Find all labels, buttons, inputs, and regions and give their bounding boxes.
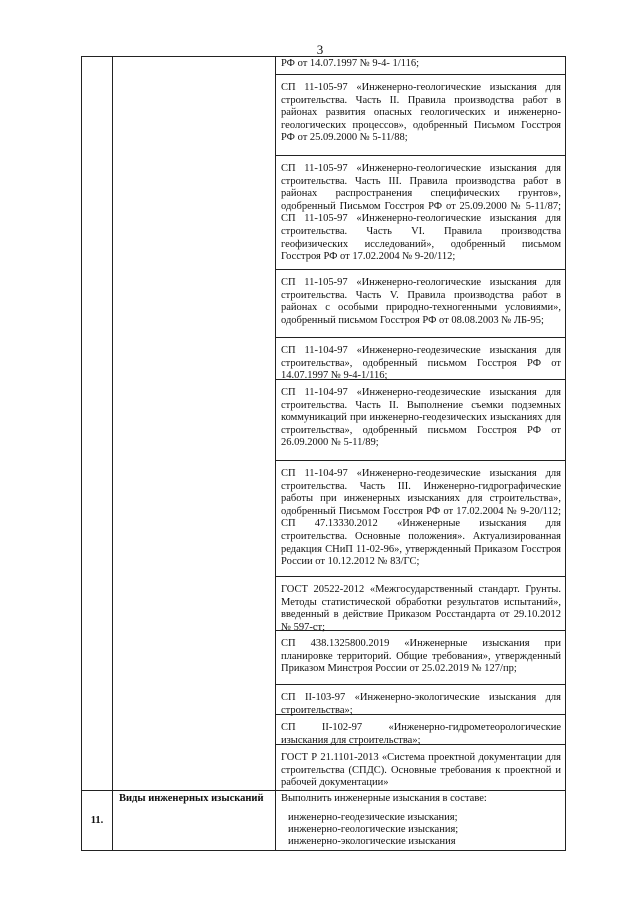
list-item: инженерно-геодезические изыскания; [288,811,458,823]
page-number: 3 [316,42,324,57]
regulation-paragraph: СП 11-105-97 «Инженерно-геологические изыскания для строительства. Часть V. Правила производства работ в районах с особыми природно-техногенными условиями», одобренный письмом Госстроя РФ от 08.08.2003 № ЛБ-95; [276,270,565,338]
requirements-table [81,56,566,851]
regulation-paragraph: СП 11-105-97 «Инженерно-геологические изыскания для строительства. Часть III. Правила производства работ в районах распространения специфических грунтов», одобренный Письмом Госстроя РФ от 25.09.2000 № 5-11/87; СП 11-105-97 «Инженерно-геологические изыскания для строительства. Часть VI. Правила производства геофизических исследований», одобренный письмом Госстроя РФ от 17.02.2004 № 9-20/112; [276,156,565,270]
regulations-cell [276,57,566,791]
row-number-cell: 11. [82,791,113,851]
regulation-paragraph: РФ от 14.07.1997 № 9-4- 1/116; [276,57,565,75]
row-name-cell [113,57,276,791]
regulation-paragraph: ГОСТ 20522-2012 «Межгосударственный стандарт. Грунты. Методы статистической обработки результатов испытаний», введенный в действие Приказом Росстандарта от 29.10.2012 № 597-ст; [276,577,565,631]
row-name-cell: Виды инженерных изысканий [113,791,276,851]
survey-intro: Выполнить инженерные изыскания в составе: [281,793,487,804]
regulation-paragraph: СП 438.1325800.2019 «Инженерные изыскания при планировке территорий. Общие требования», утвержденный Приказом Минстроя России от 25.02.2019 № 127/пр; [276,631,565,685]
regulation-paragraph: СП 11-105-97 «Инженерно-геологические изыскания для строительства. Часть II. Правила производства работ в районах развития опасных геологических и инженерно-геологических процессов», одобренный Письмом Госстроя РФ от 25.09.2000 № 5-11/88; [276,75,565,156]
regulation-paragraph: СП 11-104-97 «Инженерно-геодезические изыскания для строительства. Часть III. Инженерно-гидрографические работы при инженерных изысканиях для строительства», одобренный Письмом Госстроя РФ от 17.02.2004 № 9-20/112; СП 47.13330.2012 «Инженерные изыскания для строительства. Основные положения». Актуализированная редакция СНиП 11-02-96», утвержденный Приказом Госстроя России от 10.12.2012 № 83/ГС; [276,461,565,577]
regulation-paragraph: СП 11-104-97 «Инженерно-геодезические изыскания для строительства», одобренный письмом Госстроя РФ от 14.07.1997 № 9-4-1/116; [276,338,565,380]
regulation-paragraph: ГОСТ Р 21.1101-2013 «Система проектной документации для строительства (СПДС). Основные требования к проектной и рабочей документации» [281,752,561,789]
list-item: инженерно-экологические изыскания [288,836,456,847]
table-row [82,791,566,851]
regulation-paragraph: СП II-102-97 «Инженерно-гидрометеорологические изыскания для строительства»; [276,715,565,745]
table-row [82,57,566,791]
regulation-paragraph: СП II-103-97 «Инженерно-экологические изыскания для строительства»; [276,685,565,715]
list-item: инженерно-геологические изыскания; [288,823,459,835]
survey-types-cell [276,791,566,851]
regulation-paragraph: СП 11-104-97 «Инженерно-геодезические изыскания для строительства. Часть II. Выполнение съемки подземных коммуникаций при инженерно-геодезических изысканиях для строительства», одобренный письмом Госстроя РФ от 26.09.2000 № 5-11/89; [276,380,565,461]
row-number-cell [82,57,113,791]
